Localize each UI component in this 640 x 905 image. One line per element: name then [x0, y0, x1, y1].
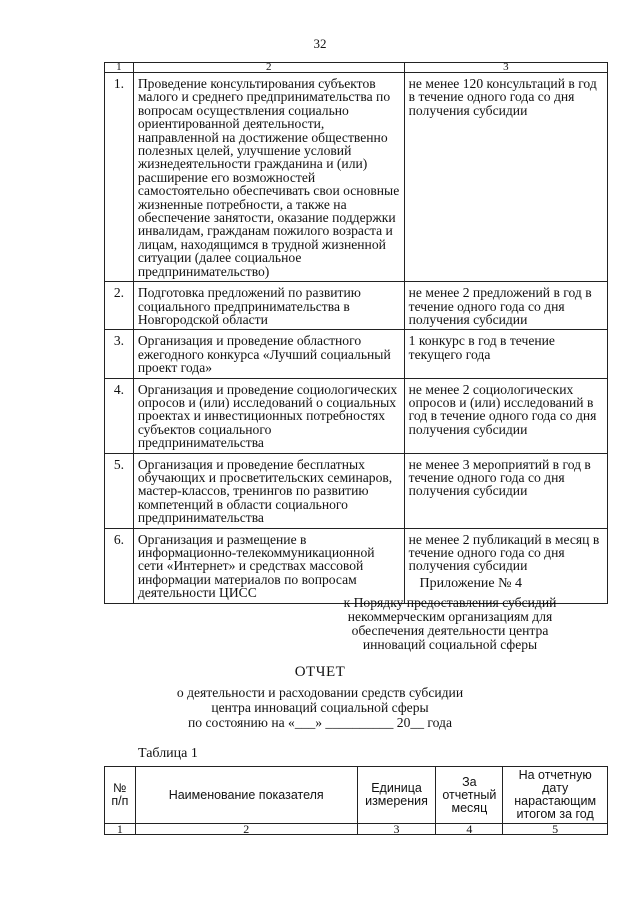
column-number: 3 [357, 824, 436, 835]
row-number: 2. [105, 282, 134, 330]
table-row [105, 330, 608, 378]
header-cell-month: За отчетный месяц [436, 767, 503, 824]
table-row [105, 282, 608, 330]
appendix-text: к Порядку предоставления субсидий некоммерческим организациям для обеспечения деятельности центра инноваций социальной сферы [343, 595, 557, 652]
header-cell-indicator: Наименование показателя [135, 767, 357, 824]
appendix-title: Приложение № 4 [419, 576, 522, 591]
header-cell-unit: Единица измерения [357, 767, 436, 824]
table-row [105, 378, 608, 453]
activity-cell: Организация и проведение областного ежегодного конкурса «Лучший социальный проект года» [133, 330, 404, 378]
column-number: 5 [503, 824, 608, 835]
activities-table [104, 62, 608, 604]
header-cell: 2 [133, 63, 404, 73]
table-header-row [105, 63, 608, 73]
row-number: 6. [105, 528, 134, 603]
target-cell: не менее 2 социологических опросов и (или) исследований в год в течение одного года со дня получения субсидии [404, 378, 607, 453]
column-number: 2 [135, 824, 357, 835]
row-number: 1. [105, 73, 134, 282]
table-row [105, 453, 608, 528]
activity-cell: Организация и проведение бесплатных обучающих и просветительских семинаров, мастер-классов, тренингов по развитию компетенций в области социального предпринимательства [133, 453, 404, 528]
table-label: Таблица 1 [138, 746, 198, 761]
header-cell-cumulative: На отчетную дату нарастающим итогом за год [503, 767, 608, 824]
table-row [105, 73, 608, 282]
row-number: 4. [105, 378, 134, 453]
activity-cell: Подготовка предложений по развитию социального предпринимательства в Новгородской области [133, 282, 404, 330]
report-header-row [105, 767, 608, 824]
target-cell: 1 конкурс в год в течение текущего года [404, 330, 607, 378]
report-heading: ОТЧЕТ [294, 664, 346, 680]
row-number: 5. [105, 453, 134, 528]
activity-cell: Организация и проведение социологических опросов и (или) исследований о социальных проектах и инвестиционных потребностях субъектов социального предпринимательства [133, 378, 404, 453]
report-subtitle-1: о деятельности и расходовании средств субсидии [176, 685, 464, 700]
report-date-line: по состоянию на «___» __________ 20__ года [188, 715, 452, 730]
report-number-row [105, 824, 608, 835]
report-subtitle-2: центра инноваций социальной сферы [211, 700, 429, 715]
column-number: 4 [436, 824, 503, 835]
target-cell: не менее 2 публикаций в месяц в течение одного года со дня получения субсидии [404, 528, 607, 603]
activity-cell: Проведение консультирования субъектов малого и среднего предпринимательства по вопросам осуществления социально ориентированной деятельности, направленной на достижение общественно полезных целей, улучшение условий жизнедеятельности гражданина и (или) расширение его возможностей самостоятельно обеспечивать свои основные жизненные потребности, а также на обеспечение занятости, оказание поддержки инвалидам, гражданам пожилого возраста и лицам, находящимся в трудной жизненной ситуации (далее социальное предпринимательство) [133, 73, 404, 282]
header-cell-number: № п/п [105, 767, 136, 824]
target-cell: не менее 120 консультаций в год в течение одного года со дня получения субсидии [404, 73, 607, 282]
target-cell: не менее 2 предложений в год в течение одного года со дня получения субсидии [404, 282, 607, 330]
header-cell: 1 [105, 63, 134, 73]
header-cell: 3 [404, 63, 607, 73]
row-number: 3. [105, 330, 134, 378]
column-number: 1 [105, 824, 136, 835]
report-table [104, 766, 608, 835]
target-cell: не менее 3 мероприятий в год в течение одного года со дня получения субсидии [404, 453, 607, 528]
page-number: 32 [313, 36, 327, 51]
activity-cell: Организация и размещение в информационно-телекоммуникационной сети «Интернет» и средствах массовой информации материалов по вопросам деятельности ЦИСС [133, 528, 404, 603]
